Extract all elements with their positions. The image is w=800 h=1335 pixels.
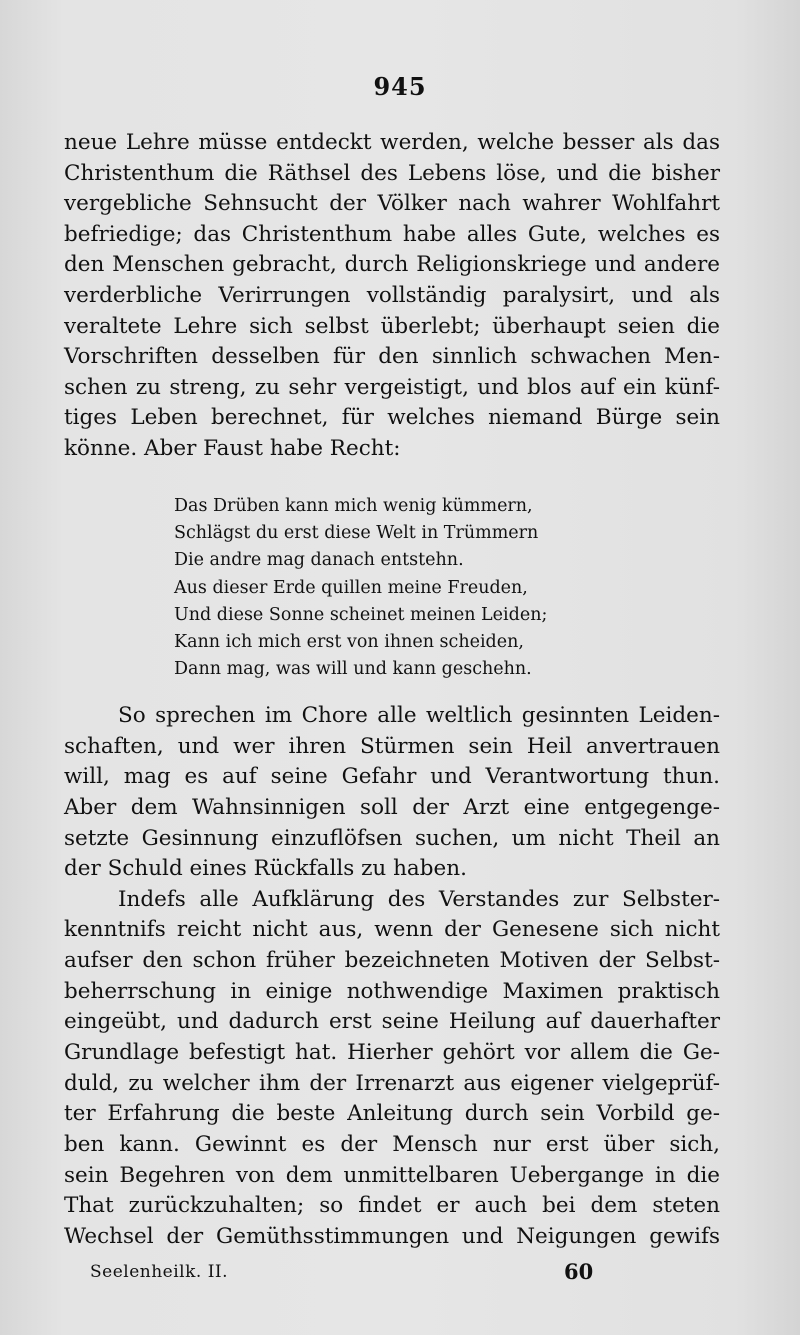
text-line: der Schuld eines Rückfalls zu haben. xyxy=(64,856,467,882)
verse-line: Schlägst du erst diese Welt in Trümmern xyxy=(174,523,539,544)
text-line: Aber dem Wahnsinnigen soll der Arzt eine entgegenge- xyxy=(64,794,720,820)
page-number: 945 xyxy=(373,72,427,101)
text-line: eingeübt, und dadurch erst seine Heilung auf dauerhafter xyxy=(64,1009,720,1035)
paragraph-3 xyxy=(64,885,720,1253)
sheet-number: 60 xyxy=(564,1259,594,1284)
faust-quotation xyxy=(174,493,614,683)
text-line: schaften, und wer ihren Stürmen sein Heil anvertrauen xyxy=(64,733,720,759)
text-line: ben kann. Gewinnt es der Mensch nur erst über sich, xyxy=(64,1131,720,1157)
text-line: Indefs alle Aufklärung des Verstandes zur Selbster- xyxy=(118,886,720,912)
paragraph-2 xyxy=(64,701,720,885)
signature-mark: Seelenheilk. II. xyxy=(90,1262,229,1282)
text-line: ter Erfahrung die beste Anleitung durch sein Vorbild ge- xyxy=(64,1101,720,1127)
text-line: schen zu streng, zu sehr vergeistigt, und blos auf ein künf- xyxy=(64,374,720,400)
text-line: Grundlage befestigt hat. Hierher gehört vor allem die Ge- xyxy=(64,1040,720,1066)
verse-line: Die andre mag danach entstehn. xyxy=(174,550,464,571)
paragraph-1 xyxy=(64,128,720,465)
text-line: So sprechen im Chore alle weltlich gesinnten Leiden- xyxy=(118,703,720,728)
text-line: kenntnifs reicht nicht aus, wenn der Genesene sich nicht xyxy=(64,917,720,943)
text-line: befriedige; das Christenthum habe alles Gute, welches es xyxy=(64,221,720,247)
text-line: tiges Leben berechnet, für welches niemand Bürge sein xyxy=(64,405,720,431)
text-line: Christenthum die Räthsel des Lebens löse, und die bisher xyxy=(64,160,720,186)
text-line: aufser den schon früher bezeichneten Motiven der Selbst- xyxy=(64,948,720,974)
verse-line: Kann ich mich erst von ihnen scheiden, xyxy=(174,631,524,652)
text-line: Vorschriften desselben für den sinnlich schwachen Men- xyxy=(64,344,720,370)
text-line: That zurückzuhalten; so findet er auch bei dem steten xyxy=(64,1193,720,1219)
text-line: duld, zu welcher ihm der Irrenarzt aus eigener vielgeprüf- xyxy=(64,1070,720,1096)
text-line: den Menschen gebracht, durch Religionskriege und andere xyxy=(64,252,720,278)
verse-line: Und diese Sonne scheinet meinen Leiden; xyxy=(174,604,548,625)
text-line: sein Begehren von dem unmittelbaren Uebergange in die xyxy=(64,1162,720,1188)
verse-line: Aus dieser Erde quillen meine Freuden, xyxy=(174,577,528,598)
text-line: vergebliche Sehnsucht der Völker nach wahrer Wohlfahrt xyxy=(64,191,720,217)
text-line: neue Lehre müsse entdeckt werden, welche besser als das xyxy=(64,130,720,155)
page-footer xyxy=(90,1259,710,1288)
text-line: setzte Gesinnung einzuflöfsen suchen, um nicht Theil an xyxy=(64,825,720,851)
text-line: könne. Aber Faust habe Recht: xyxy=(64,435,401,461)
body-text-lower xyxy=(64,701,720,1253)
text-line: will, mag es auf seine Gefahr und Verantwortung thun. xyxy=(64,764,720,790)
text-line: veraltete Lehre sich selbst überlebt; überhaupt seien die xyxy=(64,313,720,339)
verse-line: Das Drüben kann mich wenig kümmern, xyxy=(174,496,533,516)
verse-line: Dann mag, was will und kann geschehn. xyxy=(174,659,532,680)
text-line: Wechsel der Gemüthsstimmungen und Neigungen gewifs xyxy=(64,1223,720,1249)
text-line: verderbliche Verirrungen vollständig paralysirt, und als xyxy=(64,282,720,308)
text-line: beherrschung in einige nothwendige Maximen praktisch xyxy=(64,978,720,1004)
